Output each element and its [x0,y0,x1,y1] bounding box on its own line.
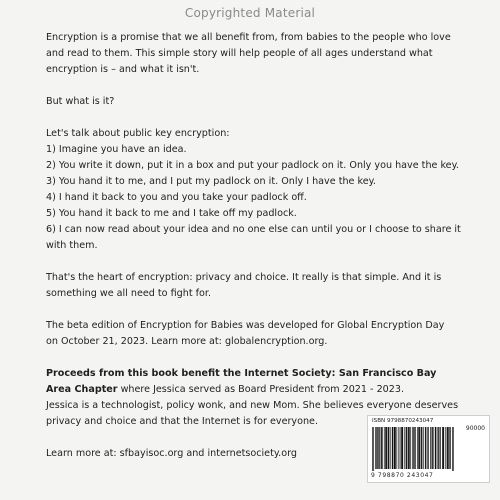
barcode-bar [394,427,395,469]
barcode-bar [425,427,426,469]
barcode-bar [385,427,386,469]
barcode-bar [435,427,436,469]
barcode-bar [419,427,420,469]
heart-line: something we all need to fight for. [46,288,211,299]
barcode-bar [389,427,390,469]
barcode-bar [408,427,409,469]
barcode-bar [417,427,418,469]
heart-line: That's the heart of encryption: privacy and choice. It really is that simple. And it is [46,272,442,283]
barcode-bar [418,427,419,469]
intro-line: encryption is – and what it isn't. [46,64,200,75]
chapter-bold-text: Area Chapter [46,384,118,395]
barcode-bar [428,427,429,469]
barcode-bar [448,427,449,469]
barcode-bar [415,427,416,469]
barcode-bar [410,427,411,469]
barcode-bar [401,427,402,469]
learn-more-line: Learn more at: sfbayisoc.org and internetsociety.org [46,448,297,459]
barcode-bar [432,427,433,469]
barcode-bar [388,427,389,469]
proceeds-bold-text: Proceeds from this book benefit the Internet Society: San Francisco Bay [46,368,437,379]
barcode-bar [373,427,374,471]
bio-line: Jessica is a technologist, policy wonk, and new Mom. She believes everyone deserves [46,400,459,411]
barcode-bar [439,427,440,469]
isbn-barcode [367,415,490,483]
question-line: But what is it? [46,96,115,107]
barcode-bar [409,427,410,469]
barcode-bar [396,427,397,469]
barcode-bar [449,427,450,469]
barcode-bar [413,427,414,469]
barcode-bars [372,427,454,471]
barcode-bar [443,427,444,469]
barcode-bar [422,427,423,469]
barcode-bar [386,427,387,469]
barcode-bar [381,427,382,469]
barcode-bar [375,427,376,469]
step-line: 1) Imagine you have an idea. [46,144,187,155]
step-line: 6) I can now read about your idea and no one else can until you or I choose to share it [46,224,461,235]
barcode-bar [384,427,385,469]
barcode-bar [440,427,441,469]
barcode-bar [453,427,454,471]
barcode-bar [406,427,407,469]
barcode-bar [392,427,393,469]
steps-heading: Let's talk about public key encryption: [46,128,230,139]
barcode-bar [452,427,453,471]
barcode-bar [402,427,403,469]
barcode-bar [433,427,434,469]
barcode-bar [395,427,396,469]
beta-line: The beta edition of Encryption for Babies was developed for Global Encryption Day [46,320,445,331]
barcode-bar [376,427,377,469]
barcode-bar [398,427,399,469]
price-code: 90000 [465,425,485,432]
barcode-bar [447,427,448,469]
barcode-bar [377,427,378,469]
barcode-bar [406,427,407,469]
step-line: 3) You hand it to me, and I put my padlock on it. Only I have the key. [46,176,376,187]
barcode-bar [438,427,439,469]
barcode-bar [379,427,380,469]
barcode-bar [443,427,444,469]
barcode-bar [445,427,446,469]
barcode-bar [430,427,431,469]
barcode-bar [393,427,394,469]
barcode-bar [414,427,415,469]
barcode-digits: 9 798870 243047 [371,472,434,479]
beta-line: on October 21, 2023. Learn more at: globalencryption.org. [46,336,328,347]
barcode-bar [437,427,438,469]
barcode-bar [435,427,436,469]
step-line: 4) I hand it back to you and you take your padlock off. [46,192,307,203]
barcode-bar [404,427,405,469]
barcode-bar [442,427,443,469]
barcode-bar [394,427,395,469]
isbn-label: ISBN 9798870243047 [372,418,434,424]
barcode-bar [390,427,391,469]
step-line: with them. [46,240,98,251]
barcode-bar [426,427,427,469]
barcode-bar [450,427,451,469]
proceeds-line [46,382,466,398]
barcode-bar [372,427,373,471]
barcode-bar [421,427,422,469]
barcode-bar [400,427,401,469]
barcode-bar [427,427,428,469]
step-line: 5) You hand it back to me and I take off my padlock. [46,208,297,219]
intro-line: Encryption is a promise that we all benefit from, from babies to the people who love [46,32,451,43]
barcode-bar [381,427,382,469]
proceeds-line [46,366,466,382]
barcode-bar [412,427,413,469]
step-line: 2) You write it down, put it in a box and put your padlock on it. Only you have the key. [46,160,459,171]
barcode-bar [378,427,379,469]
copyright-watermark: Copyrighted Material [184,6,316,20]
barcode-bar [387,427,388,469]
barcode-bar [447,427,448,469]
barcode-bar [423,427,424,469]
barcode-bar [408,427,409,469]
barcode-bar [382,427,383,469]
proceeds-rest-text: where Jessica served as Board President from 2021 - 2023. [117,384,405,395]
bio-line: privacy and choice and that the Internet is for everyone. [46,416,319,427]
barcode-bar [402,427,403,469]
back-cover-text [46,30,466,462]
barcode-bar [420,427,421,469]
barcode-bar [432,427,433,469]
intro-line: and read to them. This simple story will help people of all ages understand what [46,48,433,59]
